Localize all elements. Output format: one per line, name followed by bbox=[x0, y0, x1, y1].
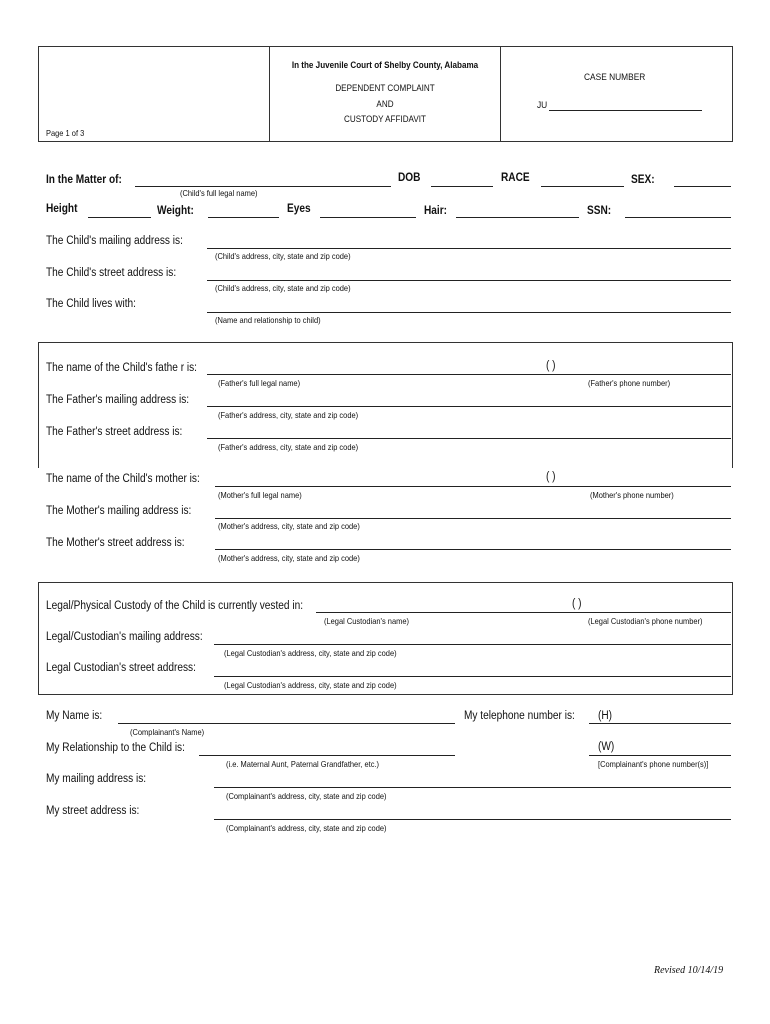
weight-field[interactable] bbox=[208, 217, 279, 218]
complainant-name-label: My Name is: bbox=[46, 710, 103, 722]
ssn-label: SSN: bbox=[587, 205, 612, 217]
father-mailing-field[interactable] bbox=[207, 406, 731, 407]
child-lives-field[interactable] bbox=[207, 312, 731, 313]
court-name: In the Juvenile Court of Shelby County, Alabama bbox=[291, 60, 479, 70]
child-lives-caption: (Name and relationship to child) bbox=[215, 315, 321, 325]
child-mailing-caption: (Child's address, city, state and zip code) bbox=[215, 251, 351, 261]
complainant-work-phone-field[interactable] bbox=[589, 755, 731, 756]
height-label: Height bbox=[46, 203, 78, 215]
child-name-caption: (Child's full legal name) bbox=[180, 188, 258, 198]
child-street-field[interactable] bbox=[207, 280, 731, 281]
custodian-phone-parens: ( ) bbox=[572, 598, 582, 610]
complainant-relationship-label: My Relationship to the Child is: bbox=[46, 742, 185, 754]
dob-label: DOB bbox=[398, 172, 421, 184]
custodian-street-field[interactable] bbox=[214, 676, 731, 677]
custodian-street-label: Legal Custodian's street address: bbox=[46, 662, 196, 674]
father-mailing-caption: (Father's address, city, state and zip code) bbox=[218, 410, 359, 420]
father-street-caption: (Father's address, city, state and zip code) bbox=[218, 442, 359, 452]
page-number: Page 1 of 3 bbox=[46, 128, 85, 138]
custodian-mailing-label: Legal/Custodian's mailing address: bbox=[46, 631, 203, 643]
case-number-label: CASE NUMBER bbox=[584, 72, 646, 83]
child-lives-label: The Child lives with: bbox=[46, 298, 136, 310]
weight-label: Weight: bbox=[157, 205, 194, 217]
revised-date: Revised 10/14/19 bbox=[654, 965, 724, 976]
matter-label: In the Matter of: bbox=[46, 174, 122, 186]
mother-mailing-caption: (Mother's address, city, state and zip code) bbox=[218, 521, 360, 531]
form-title-line2: AND bbox=[376, 99, 394, 109]
child-mailing-label: The Child's mailing address is: bbox=[46, 235, 183, 247]
header-divider-left bbox=[269, 46, 270, 141]
mother-street-field[interactable] bbox=[215, 549, 731, 550]
child-name-field[interactable] bbox=[135, 186, 391, 187]
child-street-caption: (Child's address, city, state and zip code) bbox=[215, 283, 351, 293]
complainant-work-label: (W) bbox=[598, 741, 615, 753]
mother-name-caption: (Mother's full legal name) bbox=[218, 490, 302, 500]
custodian-mailing-field[interactable] bbox=[214, 644, 731, 645]
custodian-mailing-caption: (Legal Custodian's address, city, state and zip code) bbox=[224, 648, 397, 658]
mother-mailing-label: The Mother's mailing address is: bbox=[46, 505, 192, 517]
complainant-phone-label: My telephone number is: bbox=[464, 710, 575, 722]
height-field[interactable] bbox=[88, 217, 151, 218]
mother-phone-parens: ( ) bbox=[546, 471, 556, 483]
mother-mailing-field[interactable] bbox=[215, 518, 731, 519]
complainant-mailing-label: My mailing address is: bbox=[46, 773, 147, 785]
custodian-vested-label: Legal/Physical Custody of the Child is currently vested in: bbox=[46, 600, 304, 612]
hair-field[interactable] bbox=[456, 217, 579, 218]
complainant-home-label: (H) bbox=[598, 710, 613, 722]
complainant-street-caption: (Complainant's address, city, state and zip code) bbox=[226, 823, 387, 833]
child-mailing-field[interactable] bbox=[207, 248, 731, 249]
father-phone-parens: ( ) bbox=[546, 360, 556, 372]
eyes-label: Eyes bbox=[287, 203, 311, 215]
complainant-name-field[interactable] bbox=[118, 723, 455, 724]
custodian-street-caption: (Legal Custodian's address, city, state and zip code) bbox=[224, 680, 397, 690]
father-street-label: The Father's street address is: bbox=[46, 426, 183, 438]
complainant-street-label: My street address is: bbox=[46, 805, 140, 817]
complainant-mailing-field[interactable] bbox=[214, 787, 731, 788]
father-name-caption: (Father's full legal name) bbox=[218, 378, 301, 388]
custodian-name-field[interactable] bbox=[316, 612, 731, 613]
sex-field[interactable] bbox=[674, 186, 731, 187]
mother-street-caption: (Mother's address, city, state and zip code) bbox=[218, 553, 360, 563]
father-name-field[interactable] bbox=[207, 374, 731, 375]
race-label: RACE bbox=[501, 172, 530, 184]
race-field[interactable] bbox=[541, 186, 624, 187]
complainant-mailing-caption: (Complainant's address, city, state and zip code) bbox=[226, 791, 387, 801]
complainant-street-field[interactable] bbox=[214, 819, 731, 820]
mother-street-label: The Mother's street address is: bbox=[46, 537, 185, 549]
sex-label: SEX: bbox=[631, 174, 655, 186]
father-name-label: The name of the Child's fathe r is: bbox=[46, 362, 198, 374]
complainant-phone-caption: [Complainant's phone number(s)] bbox=[598, 759, 709, 769]
hair-label: Hair: bbox=[424, 205, 448, 217]
child-street-label: The Child's street address is: bbox=[46, 267, 177, 279]
complainant-name-caption: (Complainant's Name) bbox=[130, 727, 205, 737]
ssn-field[interactable] bbox=[625, 217, 731, 218]
mother-phone-caption: (Mother's phone number) bbox=[590, 490, 674, 500]
mother-name-field[interactable] bbox=[215, 486, 731, 487]
eyes-field[interactable] bbox=[320, 217, 416, 218]
header-divider-right bbox=[500, 46, 501, 141]
form-title-line3: CUSTODY AFFIDAVIT bbox=[344, 114, 426, 124]
dob-field[interactable] bbox=[431, 186, 493, 187]
custodian-phone-caption: (Legal Custodian's phone number) bbox=[588, 616, 703, 626]
complainant-relationship-caption: (i.e. Maternal Aunt, Paternal Grandfather, etc.) bbox=[226, 759, 380, 769]
case-number-field[interactable] bbox=[549, 110, 702, 111]
father-mailing-label: The Father's mailing address is: bbox=[46, 394, 190, 406]
form-title-line1: DEPENDENT COMPLAINT bbox=[335, 83, 435, 93]
father-street-field[interactable] bbox=[207, 438, 731, 439]
custodian-name-caption: (Legal Custodian's name) bbox=[324, 616, 410, 626]
complainant-home-phone-field[interactable] bbox=[589, 723, 731, 724]
complainant-relationship-field[interactable] bbox=[199, 755, 455, 756]
father-phone-caption: (Father's phone number) bbox=[588, 378, 671, 388]
ju-prefix: JU bbox=[537, 100, 548, 111]
mother-name-label: The name of the Child's mother is: bbox=[46, 473, 200, 485]
